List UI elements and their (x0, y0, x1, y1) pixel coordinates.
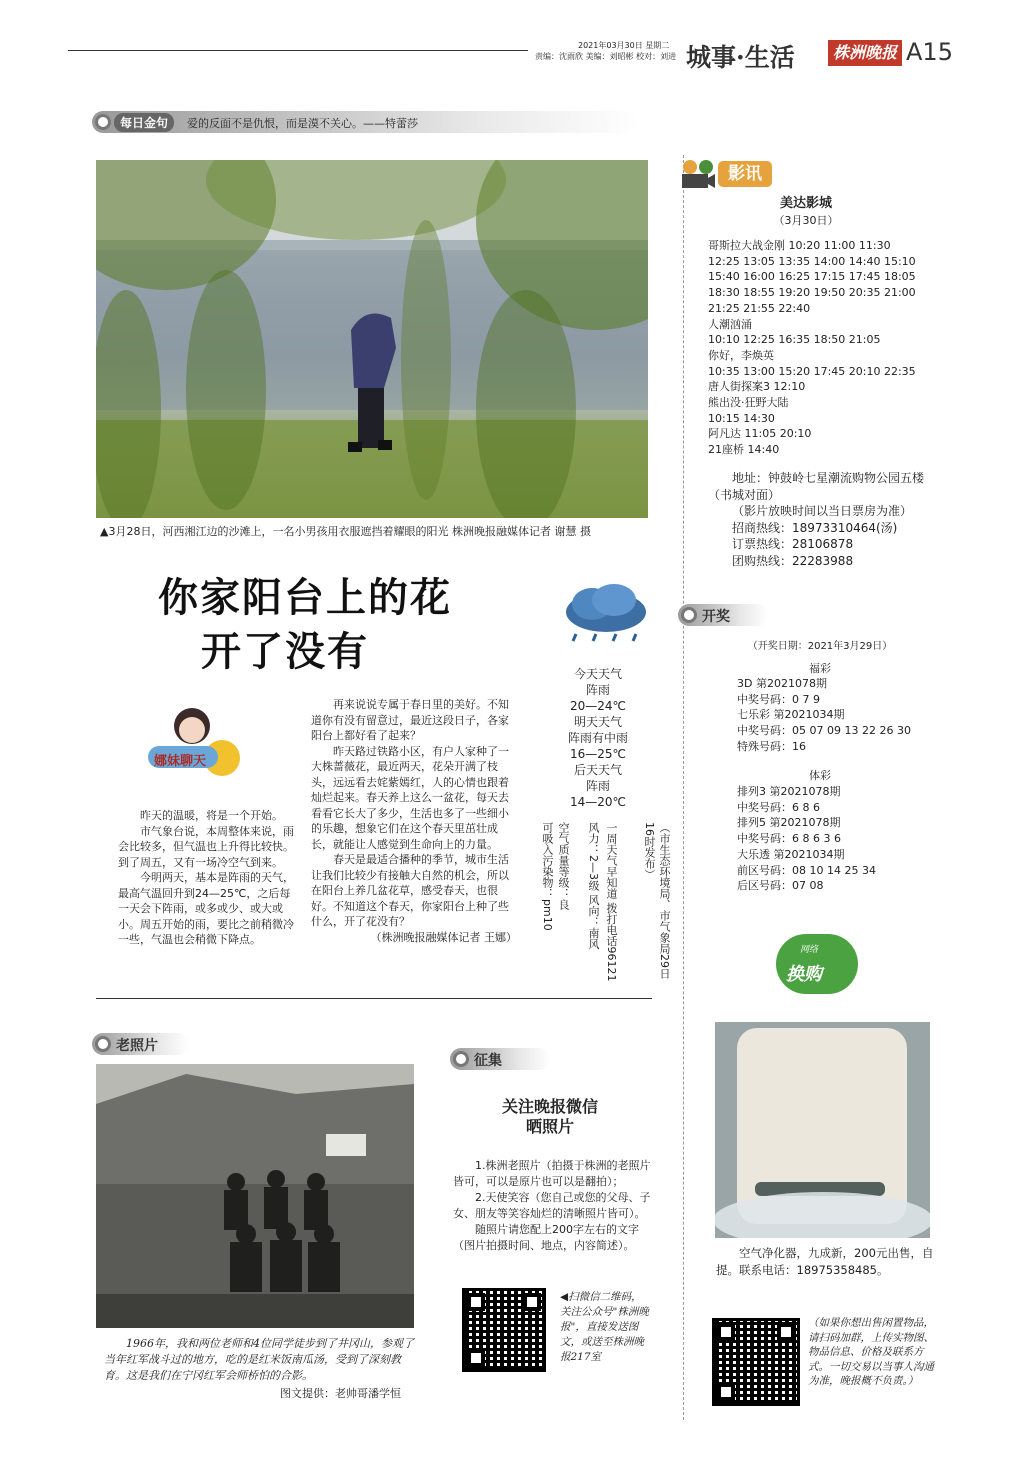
schedule-line: 21:25 21:55 22:40 (708, 301, 811, 315)
paragraph: 昨天的温暖，将是一个开始。 (140, 809, 283, 822)
lottery-line: 特殊号码：16 (737, 739, 806, 753)
header-date: 2021年03月30日 星期二 (578, 41, 670, 50)
schedule-line: 哥斯拉大战金刚 10:20 11:00 11:30 (708, 239, 891, 252)
weather-source: （市生态环境局、市气象局29日16时发布） (643, 822, 671, 979)
bullet-icon (681, 607, 697, 623)
collect-item: 1.株洲老照片（拍摄于株洲的老照片皆可，可以是原片也可以是翻拍）； (453, 1159, 651, 1188)
column-separator (683, 155, 684, 1420)
qr-corner (467, 1349, 485, 1367)
schedule-line: 21座桥 14:40 (708, 443, 780, 457)
bullet-icon (95, 1036, 111, 1052)
newspaper-logo: 株洲晚报 (828, 40, 902, 66)
paragraph: 春天是最适合播种的季节，城市生活让我们比较少有接触大自然的机会，所以在阳台上养几盆花草，感受春天，也很好。不知道这个春天，你家阳台上种了些什么，开了花没有？ (311, 853, 509, 928)
daily-quote-label: 每日金句 (114, 113, 174, 132)
weather-air-quality: 空气质量等级：良 (557, 822, 570, 910)
swap-badge-top: 网络 (800, 945, 819, 955)
qr-corner (523, 1293, 541, 1311)
tomorrow-label: 明天天气 (573, 715, 622, 729)
schedule-line: 10:15 14:30 (708, 411, 775, 425)
paragraph: 市气象台说，本周整体来说，雨会比较多，但气温也上升得比较快。到了周五，又有一场冷空气到来。 (118, 824, 294, 869)
main-photo (96, 160, 648, 518)
lottery-line: 七乐彩 第2021034期 (737, 708, 845, 722)
qr-corner (717, 1383, 735, 1401)
lottery-line: 排列5 第2021078期 (737, 816, 841, 830)
cinema-address: 地址：钟鼓岭七星潮流购物公园五楼 (732, 471, 925, 485)
header-rule (68, 50, 528, 51)
collect-title-line1: 关注晚报微信 (501, 1097, 598, 1116)
schedule-line: 12:25 13:05 13:35 14:00 14:40 15:10 (708, 254, 916, 268)
paragraph: 再来说说专属于春日里的美好。不知道你有没有留意过，最近这段日子，各家阳台上都好看了起来？ (311, 698, 509, 742)
cinema-header (680, 159, 780, 193)
header-editors: 责编：沈雨欣 美编：刘昭彬 校对：刘进 (535, 52, 677, 61)
cinema-booking-hotline: 订票热线：28106878 (732, 537, 854, 551)
article-col1 (118, 808, 296, 948)
cinema-contact (708, 470, 948, 569)
swap-note: （如果你想出售闲置物品，请扫码加群，上传实物图、物品信息、价格及联系方式。一切交易以当事人沟通为准，晚报概不负责。） (808, 1317, 934, 1387)
schedule-line: 15:40 16:00 16:25 17:15 17:45 18:05 (708, 270, 916, 284)
collect-qr-note: ◀扫微信二维码，关注公众号"株洲晚报"，直接发送图文，或送至株洲晚报217室 (560, 1291, 649, 1363)
paragraph: 今明两天，基本是阵雨的天气，最高气温回升到24—25℃，之后每一天会下阵雨，或多或少、或大或小。周五开始的雨，要比之前稍微冷一些，气温也会稍微下降点。 (118, 871, 294, 946)
tomorrow-desc: 阵雨有中雨 (567, 731, 628, 745)
qr-corner (467, 1293, 485, 1311)
article-byline: （株洲晚报融媒体记者 王娜） (370, 930, 517, 944)
cinema-section-label: 影讯 (718, 161, 772, 187)
schedule-line: 人潮汹涌 (708, 317, 752, 331)
lottery-welfare-label: 福彩 (809, 662, 831, 675)
lottery-open-date: （开奖日期：2021年3月29日） (747, 641, 893, 652)
today-temp: 20—24℃ (569, 699, 626, 713)
weather-hotline: 一周天气早知道 拨打电话96121 (605, 822, 618, 982)
schedule-line: 你好，李焕英 (708, 348, 774, 362)
daily-quote-text: 爱的反面不是仇恨，而是漠不关心。——特蕾莎 (187, 117, 418, 130)
collect-item: 2.天使笑容（您自己或您的父母、子女、朋友等笑容灿烂的清晰照片皆可）。 (453, 1191, 651, 1220)
swap-caption: 空气净化器，九成新，200元出售，自提。联系电话：18975358485。 (716, 1246, 934, 1277)
main-photo-caption: ▲3月28日，河西湘江边的沙滩上，一名小男孩用衣服遮挡着耀眼的阳光 株洲晚报融媒体记者 谢慧 摄 (100, 525, 591, 538)
page-number: A15 (906, 38, 953, 66)
lottery-line: 中奖号码：0 7 9 (737, 692, 820, 706)
lottery-line: 中奖号码：6 8 6 (737, 800, 820, 814)
swap-photo (715, 1022, 930, 1238)
after-temp: 14—20℃ (569, 795, 626, 809)
lottery-line: 后区号码：07 08 (737, 879, 824, 893)
collect-section-label: 征集 (474, 1053, 502, 1069)
lottery-line: 中奖号码：6 8 6 3 6 (737, 832, 841, 846)
rain-cloud-icon (556, 584, 652, 646)
bullet-icon (453, 1051, 469, 1067)
today-desc: 阵雨 (585, 683, 610, 697)
lottery-section-label: 开奖 (702, 609, 730, 625)
lottery-sports-label: 体彩 (809, 769, 831, 782)
daily-quote-bar (92, 111, 638, 133)
section-title: 城事·生活 (686, 43, 795, 72)
weather-pollutant: 可吸入污染物：pm10 (541, 822, 554, 931)
schedule-line: 唐人街探案3 12:10 (708, 380, 806, 394)
old-photo-credit: 图文提供：老帅哥潘学恒 (280, 1387, 401, 1400)
old-photo-section-label: 老照片 (116, 1038, 158, 1054)
paragraph: 昨天路过铁路小区，有户人家种了一大株蔷薇花，最近两天，花朵开满了枝头，远远看去姹紫嫣红，人的心情也跟着灿烂起来。春天养上这么一盆花，每天去看看它长大了多少，生活也多了一些细小的乐趣，想象它们在这个春天里茁壮成长，就能让人感觉到生命向上的力量。 (311, 744, 509, 851)
lottery-line: 大乐透 第2021034期 (737, 847, 845, 861)
bullet-icon (95, 114, 111, 130)
qr-corner (717, 1323, 735, 1341)
swap-badge-main: 换购 (786, 964, 822, 985)
air-purifier-image (715, 1022, 930, 1238)
weather-wind: 风力：2—3级 风向：南风 (587, 822, 600, 950)
cinema-address-note: （书城对面） (708, 487, 781, 502)
schedule-line: 18:30 18:55 19:20 19:50 20:35 21:00 (708, 286, 916, 300)
swap-qr-code[interactable] (712, 1318, 800, 1406)
old-photo-header (92, 1033, 188, 1055)
divider (96, 998, 652, 999)
old-photo-caption: 1966年，我和两位老师和4位同学徒步到了井冈山，参观了当年红军战斗过的地方，吃的是红米饭南瓜汤，受到了深刻教育。这是我们在宁冈红军会师桥怕的合影。 (104, 1337, 414, 1382)
cinema-date: （3月30日） (773, 214, 839, 227)
wechat-qr-code[interactable] (462, 1288, 546, 1372)
column-badge (144, 700, 242, 780)
weather-forecast (548, 666, 648, 810)
collect-items (453, 1158, 653, 1254)
film-projector-icon (680, 159, 716, 191)
lottery-welfare (737, 676, 947, 755)
lottery-header (678, 604, 768, 626)
today-label: 今天天气 (573, 667, 622, 681)
lottery-line: 排列3 第2021078期 (737, 785, 841, 798)
cinema-schedule (708, 238, 943, 458)
qr-corner (777, 1323, 795, 1341)
lottery-sports (737, 784, 947, 894)
article-title-line2: 开了没有 (201, 629, 369, 675)
historic-group-photo (96, 1064, 414, 1328)
swap-badge (776, 934, 858, 994)
schedule-line: 阿凡达 11:05 20:10 (708, 427, 812, 441)
riverbank-scene (96, 160, 648, 518)
old-photo (96, 1064, 414, 1328)
schedule-line: 熊出没·狂野大陆 (708, 396, 789, 410)
article-title-line1: 你家阳台上的花 (158, 575, 452, 621)
cinema-show-note: （影片放映时间以当日票房为准） (732, 504, 913, 518)
lottery-line: 中奖号码：05 07 09 13 22 26 30 (737, 724, 911, 738)
lottery-line: 前区号码：08 10 14 25 34 (737, 863, 876, 877)
cinema-name: 美达影城 (779, 196, 832, 211)
column-badge-text: 娜妹聊天 (154, 754, 207, 769)
collect-header (450, 1048, 550, 1070)
cinema-group-hotline: 团购热线：22283988 (732, 553, 854, 568)
lottery-line: 3D 第2021078期 (737, 677, 827, 690)
after-desc: 阵雨 (585, 779, 610, 793)
cinema-merchant-hotline: 招商热线：18973310464(汤) (732, 520, 898, 535)
collect-title-line2: 晒照片 (525, 1117, 574, 1136)
schedule-line: 10:10 12:25 16:35 18:50 21:05 (708, 333, 881, 347)
article-col2 (311, 697, 517, 945)
collect-item: 随照片请您配上200字左右的文字（图片拍摄时间、地点，内容简述）。 (453, 1223, 639, 1252)
tomorrow-temp: 16—25℃ (569, 747, 626, 761)
schedule-line: 10:35 13:00 15:20 17:45 20:10 22:35 (708, 364, 916, 378)
after-label: 后天天气 (573, 763, 622, 777)
